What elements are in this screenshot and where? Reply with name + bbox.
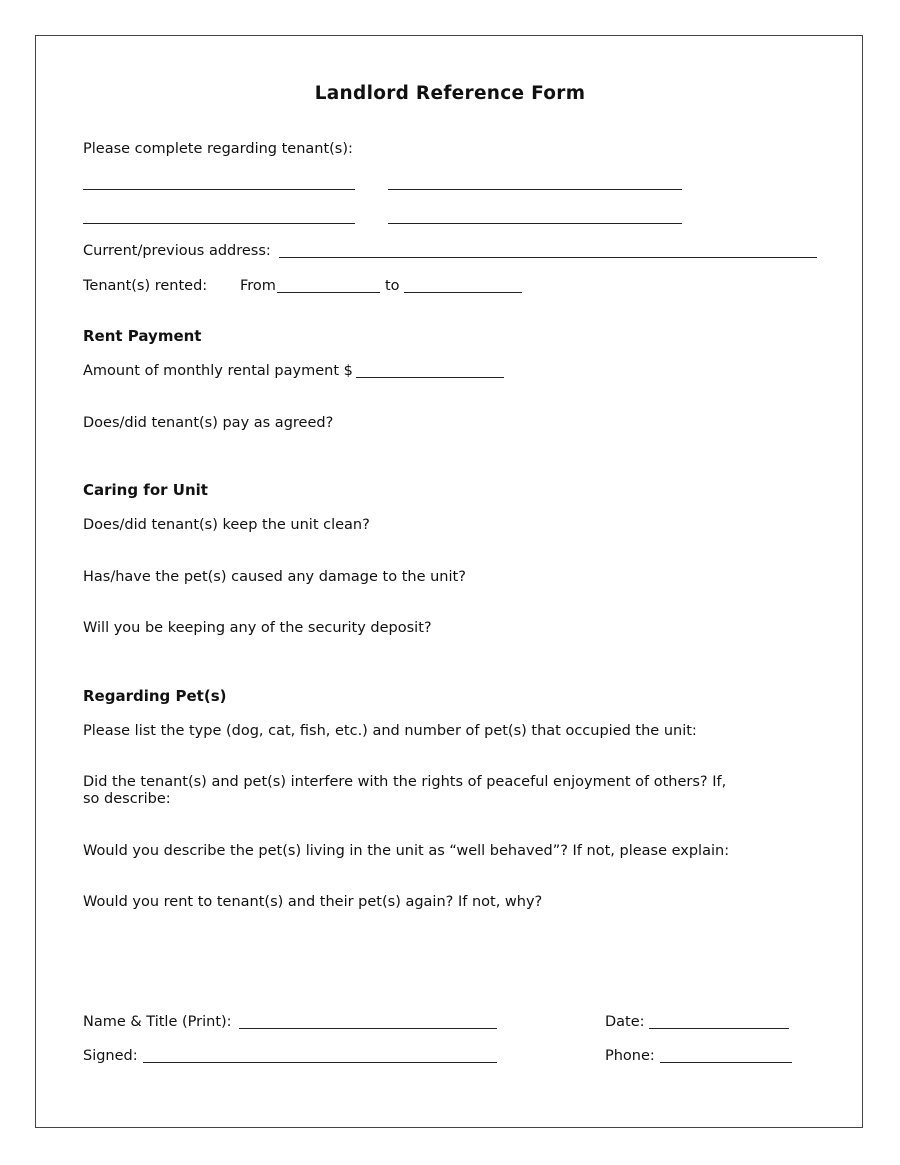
rented-label: Tenant(s) rented: <box>83 278 208 294</box>
pet-types-question: Please list the type (dog, cat, fish, etc.) and number of pet(s) that occupied the unit: <box>83 723 697 739</box>
intro-text: Please complete regarding tenant(s): <box>83 141 353 157</box>
pay-as-agreed-question: Does/did tenant(s) pay as agreed? <box>83 415 334 431</box>
pet-damage-question: Has/have the pet(s) caused any damage to the unit? <box>83 569 466 585</box>
to-date-field[interactable] <box>404 292 522 293</box>
signed-label: Signed: <box>83 1048 138 1064</box>
tenant-name-field-4[interactable] <box>388 223 682 224</box>
phone-field[interactable] <box>660 1062 792 1063</box>
unit-clean-question: Does/did tenant(s) keep the unit clean? <box>83 517 370 533</box>
well-behaved-question: Would you describe the pet(s) living in the unit as “well behaved”? If not, please explain: <box>83 843 730 859</box>
caring-heading: Caring for Unit <box>83 481 208 499</box>
form-title: Landlord Reference Form <box>314 83 586 104</box>
signature-field[interactable] <box>143 1062 497 1063</box>
rent-payment-heading: Rent Payment <box>83 327 202 345</box>
from-date-field[interactable] <box>277 292 380 293</box>
to-label: to <box>385 278 400 294</box>
tenant-name-field-1[interactable] <box>83 189 355 190</box>
tenant-name-field-3[interactable] <box>83 223 355 224</box>
interference-question-line1: Did the tenant(s) and pet(s) interfere with the rights of peaceful enjoyment of others? If, <box>83 774 727 790</box>
name-title-field[interactable] <box>239 1028 497 1029</box>
rent-again-question: Would you rent to tenant(s) and their pet(s) again? If not, why? <box>83 894 543 910</box>
name-title-label: Name & Title (Print): <box>83 1014 232 1030</box>
monthly-rent-label: Amount of monthly rental payment $ <box>83 363 353 379</box>
address-label: Current/previous address: <box>83 243 271 259</box>
address-field[interactable] <box>279 257 817 258</box>
phone-label: Phone: <box>605 1048 655 1064</box>
interference-question-line2: so describe: <box>83 791 171 807</box>
from-label: From <box>240 278 276 294</box>
monthly-rent-field[interactable] <box>356 377 504 378</box>
date-field[interactable] <box>649 1028 789 1029</box>
tenant-name-field-2[interactable] <box>388 189 682 190</box>
security-deposit-question: Will you be keeping any of the security deposit? <box>83 620 432 636</box>
pets-heading: Regarding Pet(s) <box>83 687 227 705</box>
date-label: Date: <box>605 1014 645 1030</box>
